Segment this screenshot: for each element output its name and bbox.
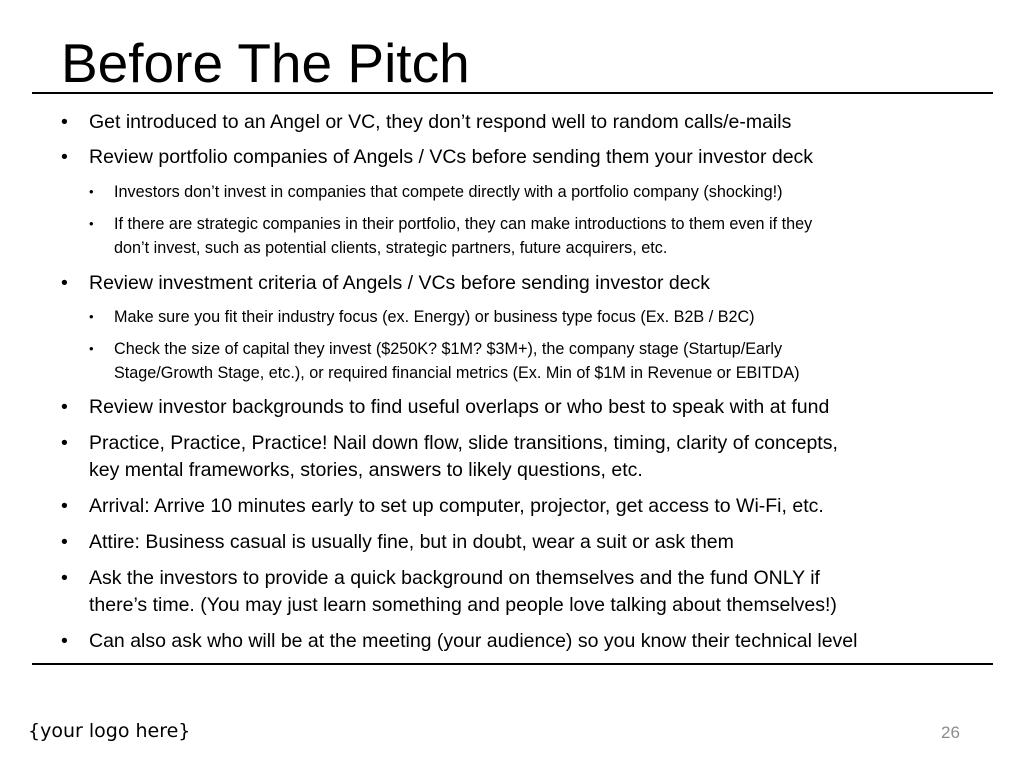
bullet-dot: • [61, 146, 68, 168]
bullet-text: Attire: Business casual is usually fine, but in doubt, wear a suit or ask them [89, 531, 734, 553]
bullet-dot: • [61, 495, 68, 517]
sub-bullet-text: Stage/Growth Stage, etc.), or required financial metrics (Ex. Min of $1M in Revenue or EBITDA) [114, 364, 800, 382]
bullet-text: Arrival: Arrive 10 minutes early to set up computer, projector, get access to Wi-Fi, etc. [89, 495, 824, 517]
sub-bullet-text: If there are strategic companies in their portfolio, they can make introductions to them even if they [114, 215, 813, 233]
bullet-dot: • [61, 531, 68, 553]
bullet-dot: • [89, 216, 94, 231]
sub-bullet-text: Investors don’t invest in companies that compete directly with a portfolio company (shocking!) [114, 183, 783, 201]
bullet-text: key mental frameworks, stories, answers to likely questions, etc. [89, 459, 643, 481]
footer-divider [32, 663, 993, 665]
bullet-dot: • [61, 567, 68, 589]
bullet-text: Get introduced to an Angel or VC, they don’t respond well to random calls/e-mails [89, 111, 792, 133]
bullet-text: there’s time. (You may just learn something and people love talking about themselves!) [89, 594, 837, 616]
slide-title: Before The Pitch [61, 32, 470, 94]
bullet-dot: • [89, 309, 94, 324]
bullet-dot: • [61, 396, 68, 418]
bullet-dot: • [61, 111, 68, 133]
bullet-text: Ask the investors to provide a quick background on themselves and the fund ONLY if [89, 567, 820, 589]
bullet-dot: • [61, 432, 68, 454]
bullet-text: Review investment criteria of Angels / VCs before sending investor deck [89, 272, 711, 294]
sub-bullet-text: don’t invest, such as potential clients, strategic partners, future acquirers, etc. [114, 239, 668, 257]
page-number: 26 [941, 723, 960, 742]
bullet-dot: • [61, 630, 68, 652]
bullet-text: Review portfolio companies of Angels / VCs before sending them your investor deck [89, 146, 814, 168]
bullet-text: Review investor backgrounds to find useful overlaps or who best to speak with at fund [89, 396, 830, 418]
sub-bullet-text: Check the size of capital they invest ($250K? $1M? $3M+), the company stage (Startup/Early [114, 340, 783, 358]
sub-bullet-text: Make sure you fit their industry focus (ex. Energy) or business type focus (Ex. B2B / B2C) [114, 308, 755, 326]
bullet-dot: • [89, 184, 94, 199]
logo-placeholder: {your logo here} [28, 720, 191, 742]
bullet-text: Can also ask who will be at the meeting (your audience) so you know their technical level [89, 630, 858, 652]
bullet-text: Practice, Practice, Practice! Nail down flow, slide transitions, timing, clarity of concepts, [89, 432, 838, 454]
bullet-dot: • [61, 272, 68, 294]
bullet-dot: • [89, 341, 94, 356]
